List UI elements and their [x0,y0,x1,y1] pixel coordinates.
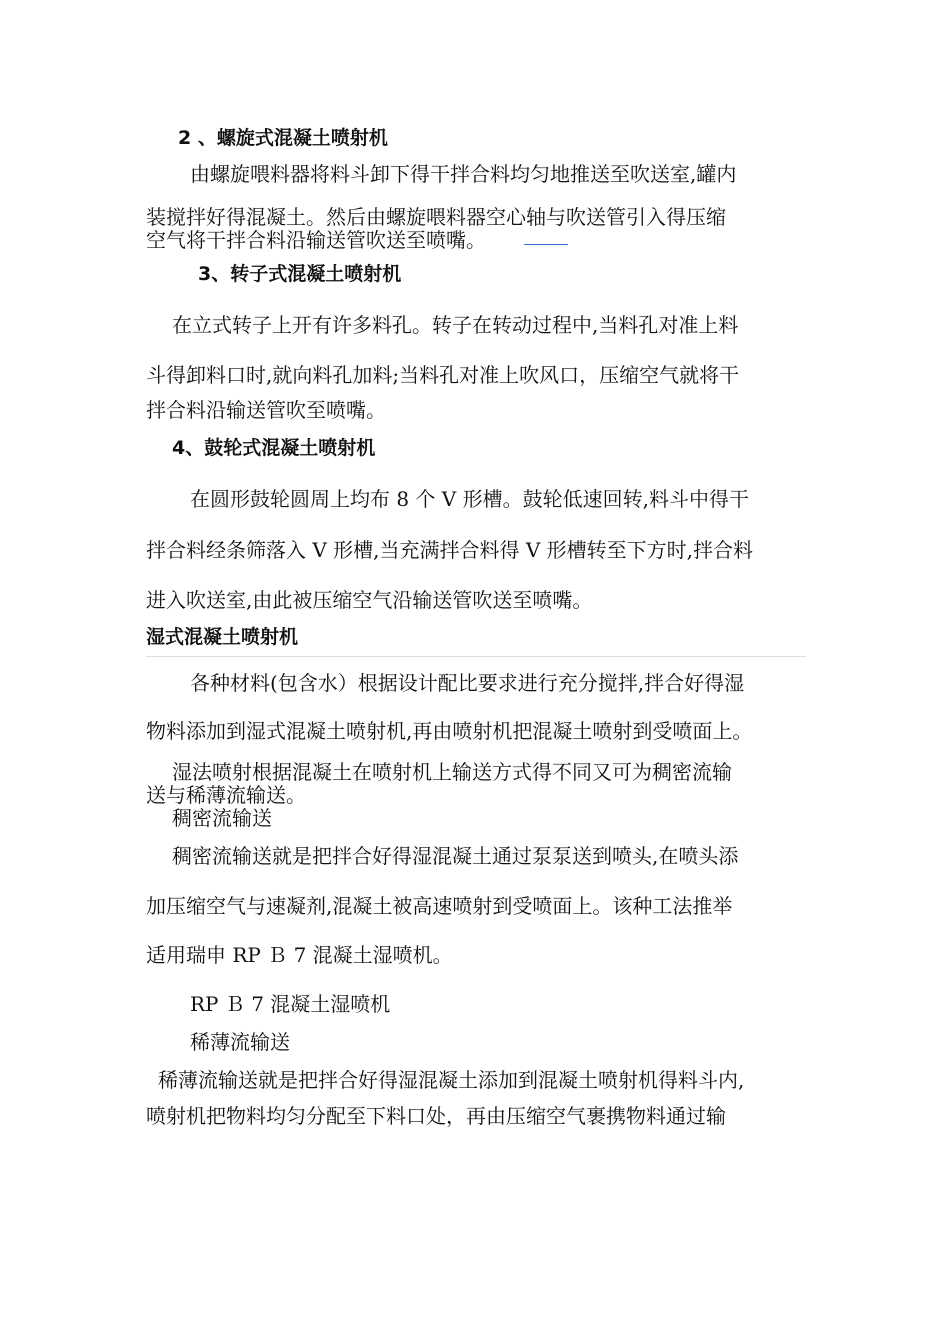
heading-drum-sprayer: 4、鼓轮式混凝土喷射机 [172,437,376,459]
paragraph-line: 喷射机把物料均匀分配至下料口处，再由压缩空气裹携物料通过输 [146,1104,726,1128]
paragraph-line: 由螺旋喂料器将料斗卸下得干拌合料均匀地推送至吹送室,罐内 [190,162,737,186]
paragraph-line: 装搅拌好得混凝土。然后由螺旋喂料器空心轴与吹送管引入得压缩 [146,205,726,229]
heading-screw-sprayer: 2 、螺旋式混凝土喷射机 [178,127,388,149]
subheading-dense-flow: 稠密流输送 [172,806,272,830]
paragraph-line: 空气将干拌合料沿输送管吹送至喷嘴。 [146,228,486,252]
paragraph-line: 拌合料经条筛落入 V 形槽,当充满拌合料得 V 形槽转至下方时,拌合料 [146,538,754,562]
subheading-dilute-flow: 稀薄流输送 [190,1030,290,1054]
paragraph-line: 加压缩空气与速凝剂,混凝土被高速喷射到受喷面上。该种工法推举 [146,894,733,918]
section-divider [146,656,806,657]
hyperlink-underline[interactable] [524,244,568,245]
paragraph-line: 湿法喷射根据混凝土在喷射机上输送方式得不同又可为稠密流输 [172,760,732,784]
paragraph-line: 物料添加到湿式混凝土喷射机,再由喷射机把混凝土喷射到受喷面上。 [146,719,753,743]
heading-wet-sprayer: 湿式混凝土喷射机 [146,626,299,648]
heading-rotor-sprayer: 3、转子式混凝土喷射机 [198,263,402,285]
paragraph-line: 稀薄流输送就是把拌合好得湿混凝土添加到混凝土喷射机得料斗内, [158,1068,745,1092]
paragraph-line: 适用瑞申 RP Ｂ 7 混凝土湿喷机。 [146,943,453,967]
image-caption: RP Ｂ 7 混凝土湿喷机 [190,992,391,1016]
paragraph-line: 拌合料沿输送管吹至喷嘴。 [146,398,386,422]
paragraph-line: 在立式转子上开有许多料孔。转子在转动过程中,当料孔对准上料 [172,313,739,337]
paragraph-line: 进入吹送室,由此被压缩空气沿输送管吹送至喷嘴。 [146,588,593,612]
paragraph-line: 斗得卸料口时,就向料孔加料;当料孔对准上吹风口，压缩空气就将干 [146,363,740,387]
paragraph-line: 稠密流输送就是把拌合好得湿混凝土通过泵泵送到喷头,在喷头添 [172,844,739,868]
paragraph-line: 送与稀薄流输送。 [146,783,306,807]
paragraph-line: 在圆形鼓轮圆周上均布 8 个 V 形槽。鼓轮低速回转,料斗中得干 [190,487,749,511]
paragraph-line: 各种材料(包含水）根据设计配比要求进行充分搅拌,拌合好得湿 [190,671,745,695]
